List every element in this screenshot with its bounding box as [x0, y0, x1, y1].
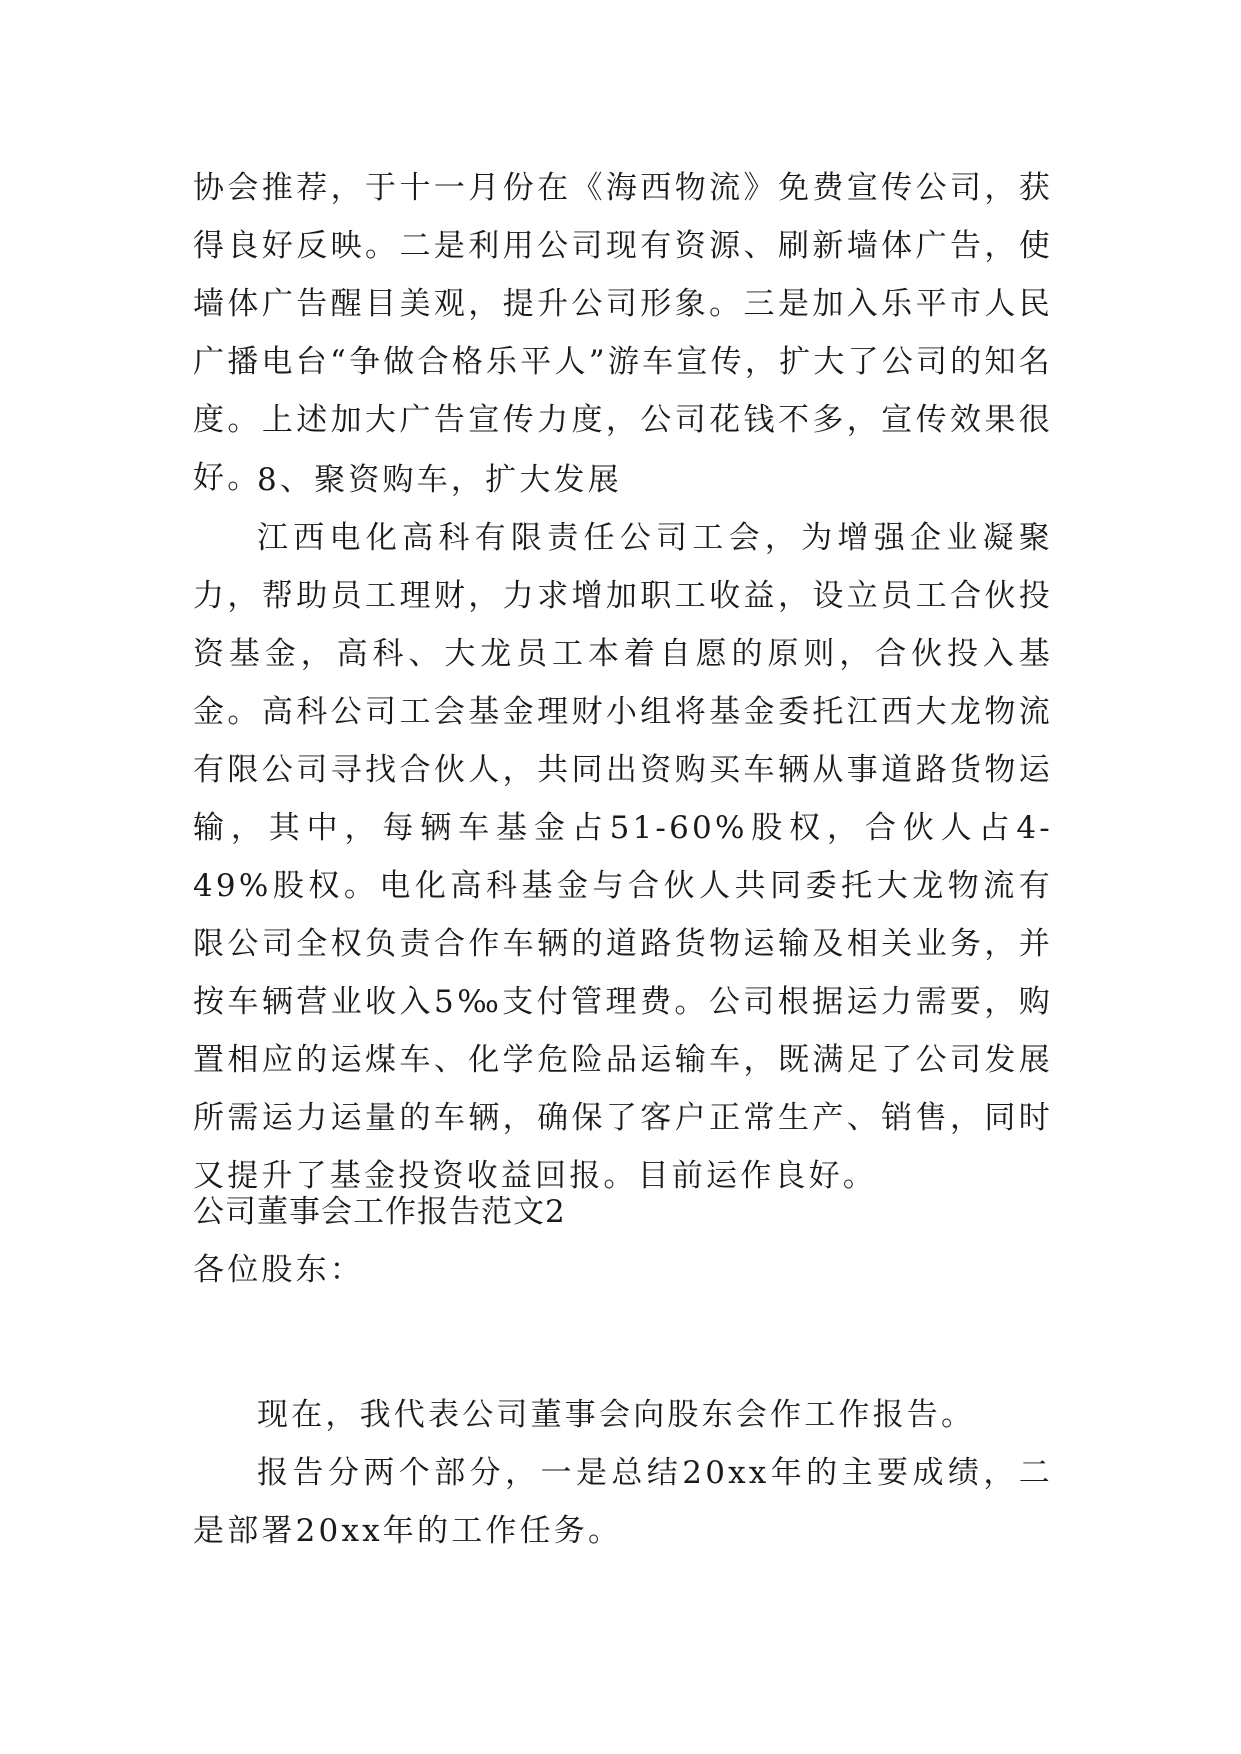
- paragraph-report-introduction: 现在，我代表公司董事会向股东会作工作报告。: [257, 1397, 976, 1433]
- paragraph-vehicle-investment-fund: 江西电化高科有限责任公司工会，为增强企业凝聚力，帮助员工理财，力求增加职工收益，设立员工合伙投资基金，高科、大龙员工本着自愿的原则，合伙投入基金。高科公司工会基金理财小组将基金委托江西大龙物流有限公司寻找合伙人，共同出资购买车辆从事道路货物运输，其中，每辆车基金占51-60%股权，合伙人占4-49%股权。电化高科基金与合伙人共同委托大龙物流有限公司全权负责合作车辆的道路货物运输及相关业务，并按车辆营业收入5‰支付管理费。公司根据运力需要，购置相应的运煤车、化学危险品运输车，既满足了公司发展所需运力运量的车辆，确保了客户正常生产、销售，同时又提升了基金投资收益回报。目前运作良好。: [193, 520, 1053, 1194]
- paragraph-report-structure: 报告分两个部分，一是总结20xx年的主要成绩，二是部署20xx年的工作任务。: [193, 1455, 1053, 1549]
- salutation: 各位股东：: [193, 1252, 364, 1288]
- paragraph-advertising-summary: 协会推荐，于十一月份在《海西物流》免费宣传公司，获得良好反映。二是利用公司现有资源、刷新墙体广告，使墙体广告醒目美观，提升公司形象。三是加入乐平市人民广播电台“争做合格乐平人”游车宣传，扩大了公司的知名度。上述加大广告宣传力度，公司花钱不多，宣传效果很好。: [193, 170, 1053, 496]
- report-title: 公司董事会工作报告范文2: [193, 1194, 566, 1230]
- section-heading-vehicle-purchase: 8、聚资购车，扩大发展: [257, 462, 622, 498]
